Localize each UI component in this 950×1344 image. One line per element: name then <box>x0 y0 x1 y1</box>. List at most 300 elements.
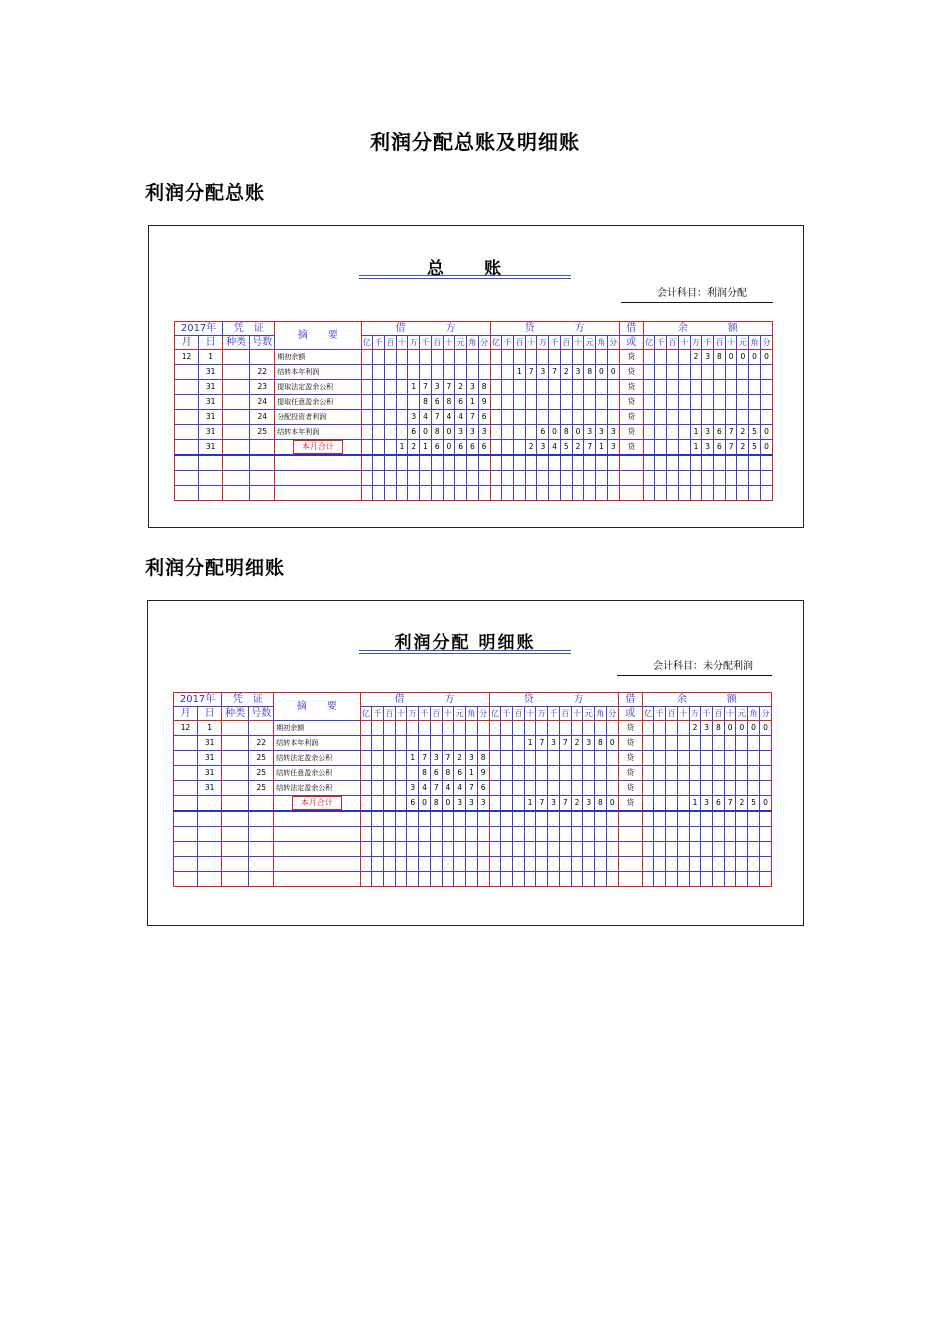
credit-digit <box>490 365 502 380</box>
balance-digit <box>690 395 702 410</box>
credit-digit: 7 <box>536 796 548 812</box>
type-cell <box>222 857 249 872</box>
credit-digit <box>548 857 560 872</box>
debit-digit <box>442 736 454 751</box>
debit-digit: 8 <box>420 395 432 410</box>
debit-digit <box>407 811 419 827</box>
day-cell <box>199 455 223 471</box>
balance-digit <box>689 766 701 781</box>
balance-digit <box>759 751 771 766</box>
debit-digit: 9 <box>477 766 489 781</box>
debit-digit: 1 <box>466 766 478 781</box>
balance-digit: 2 <box>737 425 749 440</box>
debit-digit <box>395 796 407 812</box>
balance-digit <box>677 842 689 857</box>
balance-digit <box>690 380 702 395</box>
balance-digit: 0 <box>760 350 772 365</box>
debit-digit: 6 <box>408 425 420 440</box>
debit-unit-header: 角 <box>467 336 479 350</box>
balance-digit <box>749 365 761 380</box>
debit-digit <box>477 872 489 887</box>
debit-unit-header: 百 <box>384 336 396 350</box>
credit-digit <box>548 827 560 842</box>
credit-digit: 6 <box>537 425 549 440</box>
day-cell <box>198 857 222 872</box>
debit-digit <box>373 425 385 440</box>
credit-digit <box>584 350 596 365</box>
number-cell <box>249 857 274 872</box>
credit-unit-header: 亿 <box>490 336 502 350</box>
balance-digit: 0 <box>736 721 748 736</box>
balance-digit: 6 <box>714 425 726 440</box>
debit-digit: 6 <box>455 395 467 410</box>
debit-digit: 8 <box>477 751 489 766</box>
balance-digit <box>737 395 749 410</box>
credit-digit <box>490 471 502 486</box>
credit-digit <box>548 781 560 796</box>
day-cell <box>198 811 222 827</box>
balance-digit <box>749 380 761 395</box>
balance-digit <box>724 766 736 781</box>
balance-unit-header: 十 <box>677 707 689 721</box>
debit-unit-header: 亿 <box>360 707 372 721</box>
balance-digit <box>702 365 714 380</box>
debit-digit: 7 <box>431 410 443 425</box>
dc-cell: 贷 <box>618 721 642 736</box>
credit-unit-header: 十 <box>524 707 536 721</box>
credit-digit <box>513 872 525 887</box>
blank-row <box>175 455 773 471</box>
dc-cell: 贷 <box>618 781 642 796</box>
credit-digit <box>513 811 525 827</box>
summary-cell <box>275 471 361 486</box>
debit-unit-header: 千 <box>373 336 385 350</box>
debit-digit <box>372 736 384 751</box>
balance-digit <box>642 811 654 827</box>
number-cell <box>250 350 275 365</box>
debit-digit <box>384 486 396 501</box>
debit-digit: 2 <box>454 751 466 766</box>
credit-digit <box>513 751 525 766</box>
credit-digit <box>560 380 572 395</box>
balance-digit: 2 <box>737 440 749 456</box>
debit-unit-header: 千 <box>372 707 384 721</box>
dc-cell: 贷 <box>619 365 643 380</box>
credit-digit <box>513 766 525 781</box>
balance-digit <box>689 872 701 887</box>
monthly-total-label: 本月合计 <box>293 440 343 454</box>
balance-digit <box>655 350 667 365</box>
credit-digit: 0 <box>607 365 619 380</box>
debit-digit <box>477 736 489 751</box>
balance-digit <box>654 751 666 766</box>
debit-digit <box>360 811 372 827</box>
credit-digit: 0 <box>606 796 618 812</box>
credit-digit <box>525 395 537 410</box>
debit-digit <box>419 872 431 887</box>
month-cell <box>174 766 198 781</box>
dc-cell <box>618 872 642 887</box>
dc-cell: 贷 <box>619 350 643 365</box>
balance-digit <box>655 486 667 501</box>
balance-digit <box>701 811 713 827</box>
debit-digit <box>454 811 466 827</box>
credit-digit: 3 <box>548 796 560 812</box>
dc-cell: 贷 <box>619 380 643 395</box>
debit-digit <box>467 365 479 380</box>
debit-digit <box>373 395 385 410</box>
balance-digit <box>690 471 702 486</box>
balance-digit <box>689 736 701 751</box>
debit-digit: 3 <box>407 781 419 796</box>
ledger-row <box>174 721 772 736</box>
month-cell: 12 <box>175 350 199 365</box>
balance-digit <box>677 781 689 796</box>
credit-unit-header: 分 <box>606 707 618 721</box>
debit-digit: 3 <box>466 796 478 812</box>
debit-digit <box>373 486 385 501</box>
number-header: 号数 <box>250 336 275 350</box>
debit-digit <box>420 365 432 380</box>
debit-digit <box>372 721 384 736</box>
debit-digit: 3 <box>477 796 489 812</box>
debit-digit <box>373 410 385 425</box>
credit-digit <box>571 766 583 781</box>
ledger-row <box>175 410 773 425</box>
summary-cell: 结转任意盈余公积 <box>274 766 360 781</box>
balance-digit <box>677 827 689 842</box>
balance-digit: 0 <box>737 350 749 365</box>
month-header: 月 <box>174 707 198 721</box>
debit-digit: 6 <box>454 766 466 781</box>
debit-digit <box>419 827 431 842</box>
credit-digit <box>537 380 549 395</box>
balance-unit-header: 角 <box>748 707 760 721</box>
credit-digit <box>490 455 502 471</box>
credit-unit-header: 千 <box>501 707 513 721</box>
day-cell: 31 <box>198 751 222 766</box>
credit-digit <box>490 425 502 440</box>
balance-digit <box>642 721 654 736</box>
debit-unit-header: 角 <box>466 707 478 721</box>
credit-digit <box>571 827 583 842</box>
balance-digit <box>678 425 690 440</box>
dc-cell <box>618 842 642 857</box>
debit-digit <box>466 811 478 827</box>
balance-digit <box>724 857 736 872</box>
debit-digit: 0 <box>443 440 455 456</box>
credit-digit <box>537 395 549 410</box>
credit-digit <box>595 721 607 736</box>
debit-digit <box>478 365 490 380</box>
credit-digit <box>501 796 513 812</box>
credit-digit <box>584 395 596 410</box>
debit-digit <box>455 486 467 501</box>
summary-cell <box>274 796 360 812</box>
debit-digit <box>384 471 396 486</box>
debit-digit: 3 <box>467 380 479 395</box>
credit-unit-header: 千 <box>548 707 560 721</box>
day-cell <box>199 486 223 501</box>
dc-cell <box>619 455 643 471</box>
debit-digit <box>454 857 466 872</box>
credit-digit <box>490 486 502 501</box>
month-cell <box>174 857 198 872</box>
debit-digit <box>395 781 407 796</box>
credit-digit <box>537 455 549 471</box>
debit-digit <box>361 440 373 456</box>
day-cell: 31 <box>199 365 223 380</box>
balance-digit <box>736 872 748 887</box>
balance-digit <box>655 410 667 425</box>
balance-digit <box>702 395 714 410</box>
dc-cell <box>618 811 642 827</box>
blank-row <box>174 872 772 887</box>
debit-digit: 4 <box>455 410 467 425</box>
credit-digit <box>606 842 618 857</box>
balance-digit: 3 <box>701 721 713 736</box>
balance-digit <box>701 872 713 887</box>
balance-digit <box>666 736 678 751</box>
credit-digit: 0 <box>549 425 561 440</box>
debit-unit-header: 亿 <box>361 336 373 350</box>
debit-digit <box>407 857 419 872</box>
day-cell: 1 <box>199 350 223 365</box>
credit-digit <box>513 736 525 751</box>
balance-digit <box>643 380 655 395</box>
debit-digit <box>361 365 373 380</box>
credit-digit <box>596 380 608 395</box>
credit-digit <box>502 410 514 425</box>
debit-digit <box>419 857 431 872</box>
debit-digit <box>395 766 407 781</box>
credit-digit <box>502 425 514 440</box>
debit-digit <box>360 766 372 781</box>
credit-digit <box>489 842 501 857</box>
debit-digit <box>442 721 454 736</box>
balance-digit <box>759 857 771 872</box>
debit-digit <box>430 721 442 736</box>
balance-digit: 7 <box>725 440 737 456</box>
month-cell: 12 <box>174 721 198 736</box>
debit-digit: 7 <box>466 781 478 796</box>
balance-digit: 1 <box>689 796 701 812</box>
credit-digit <box>524 872 536 887</box>
balance-unit-header: 千 <box>654 707 666 721</box>
balance-digit <box>677 766 689 781</box>
blank-row <box>174 857 772 872</box>
summary-cell <box>274 857 360 872</box>
balance-digit <box>713 827 725 842</box>
debit-digit <box>384 365 396 380</box>
general-subject: 会计科目：利润分配 <box>657 288 747 299</box>
debit-unit-header: 千 <box>419 707 431 721</box>
credit-digit <box>560 395 572 410</box>
day-header: 日 <box>199 336 223 350</box>
debit-digit <box>372 827 384 842</box>
debit-digit: 3 <box>454 796 466 812</box>
debit-digit <box>419 842 431 857</box>
credit-digit <box>584 455 596 471</box>
balance-digit: 3 <box>702 440 714 456</box>
balance-unit-header: 元 <box>737 336 749 350</box>
balance-digit <box>689 827 701 842</box>
debit-digit: 0 <box>419 796 431 812</box>
debit-digit: 6 <box>455 440 467 456</box>
balance-digit <box>725 471 737 486</box>
ledger-row <box>174 766 772 781</box>
credit-digit <box>525 471 537 486</box>
credit-digit <box>501 766 513 781</box>
credit-unit-header: 万 <box>537 336 549 350</box>
balance-digit: 0 <box>760 425 772 440</box>
balance-digit <box>667 395 679 410</box>
credit-digit <box>595 872 607 887</box>
balance-digit <box>642 842 654 857</box>
credit-digit <box>513 721 525 736</box>
debit-digit <box>477 721 489 736</box>
balance-digit <box>678 350 690 365</box>
credit-digit: 2 <box>560 365 572 380</box>
number-cell <box>250 440 275 456</box>
debit-digit <box>383 781 395 796</box>
debit-digit <box>396 425 408 440</box>
number-cell <box>249 796 274 812</box>
type-cell <box>222 766 249 781</box>
credit-digit <box>572 350 584 365</box>
credit-digit <box>584 380 596 395</box>
balance-digit <box>759 842 771 857</box>
balance-digit <box>654 766 666 781</box>
balance-digit: 2 <box>736 796 748 812</box>
debit-digit <box>430 857 442 872</box>
balance-unit-header: 亿 <box>643 336 655 350</box>
credit-digit <box>596 410 608 425</box>
credit-digit <box>583 857 595 872</box>
credit-digit <box>607 455 619 471</box>
type-cell <box>223 395 250 410</box>
credit-digit: 1 <box>596 440 608 456</box>
day-cell: 31 <box>198 736 222 751</box>
debit-digit <box>431 471 443 486</box>
ledger-row <box>175 395 773 410</box>
balance-digit <box>655 471 667 486</box>
balance-digit <box>748 751 760 766</box>
day-header: 日 <box>198 707 222 721</box>
debit-digit <box>396 395 408 410</box>
summary-cell: 结转本年利润 <box>275 365 361 380</box>
general-ledger-panel <box>148 225 804 528</box>
debit-digit <box>443 455 455 471</box>
balance-digit <box>714 395 726 410</box>
credit-unit-header: 万 <box>536 707 548 721</box>
balance-digit <box>642 751 654 766</box>
credit-digit <box>606 781 618 796</box>
balance-digit: 7 <box>724 796 736 812</box>
balance-digit <box>748 781 760 796</box>
summary-cell: 结转法定盈余公积 <box>274 751 360 766</box>
balance-digit <box>666 842 678 857</box>
debit-digit <box>372 796 384 812</box>
credit-digit <box>489 872 501 887</box>
balance-digit <box>724 781 736 796</box>
credit-digit <box>489 751 501 766</box>
balance-digit <box>736 827 748 842</box>
balance-digit <box>713 781 725 796</box>
credit-digit <box>501 781 513 796</box>
debit-digit <box>419 721 431 736</box>
credit-digit: 3 <box>584 425 596 440</box>
debit-digit <box>420 455 432 471</box>
credit-digit: 3 <box>537 365 549 380</box>
balance-digit <box>702 410 714 425</box>
credit-digit <box>548 872 560 887</box>
balance-digit <box>678 365 690 380</box>
credit-digit <box>607 471 619 486</box>
debit-digit <box>396 471 408 486</box>
balance-digit <box>749 395 761 410</box>
balance-digit <box>689 857 701 872</box>
balance-digit: 0 <box>724 721 736 736</box>
balance-unit-header: 分 <box>760 336 772 350</box>
credit-digit <box>548 811 560 827</box>
debit-digit <box>420 486 432 501</box>
balance-digit <box>689 751 701 766</box>
balance-digit: 7 <box>725 425 737 440</box>
balance-digit <box>759 811 771 827</box>
credit-digit <box>559 827 571 842</box>
debit-digit: 1 <box>467 395 479 410</box>
credit-digit <box>583 781 595 796</box>
credit-unit-header: 亿 <box>489 707 501 721</box>
debit-digit: 3 <box>466 751 478 766</box>
credit-digit: 1 <box>524 796 536 812</box>
dc-header: 借 <box>619 322 643 336</box>
balance-digit <box>690 365 702 380</box>
credit-digit <box>548 766 560 781</box>
balance-unit-header: 千 <box>702 336 714 350</box>
credit-digit <box>607 486 619 501</box>
balance-digit <box>666 751 678 766</box>
day-cell <box>199 471 223 486</box>
credit-digit <box>572 395 584 410</box>
detail-ledger-title: 利润分配 明细账 <box>394 633 536 653</box>
debit-digit <box>467 350 479 365</box>
debit-digit: 3 <box>408 410 420 425</box>
balance-digit: 6 <box>714 440 726 456</box>
balance-digit <box>667 350 679 365</box>
balance-digit <box>759 766 771 781</box>
debit-digit <box>467 486 479 501</box>
balance-digit <box>713 857 725 872</box>
debit-unit-header: 元 <box>454 707 466 721</box>
credit-digit <box>596 350 608 365</box>
debit-digit: 3 <box>478 425 490 440</box>
balance-digit: 8 <box>714 350 726 365</box>
balance-digit <box>666 796 678 812</box>
dc-cell: 贷 <box>619 425 643 440</box>
credit-digit: 8 <box>595 796 607 812</box>
month-cell <box>175 455 199 471</box>
credit-digit <box>525 350 537 365</box>
balance-digit <box>736 811 748 827</box>
debit-digit: 7 <box>420 380 432 395</box>
debit-digit <box>383 857 395 872</box>
general-ledger-section-title: 利润分配总账 <box>145 182 266 204</box>
credit-digit <box>571 842 583 857</box>
debit-digit <box>372 781 384 796</box>
debit-digit <box>360 827 372 842</box>
